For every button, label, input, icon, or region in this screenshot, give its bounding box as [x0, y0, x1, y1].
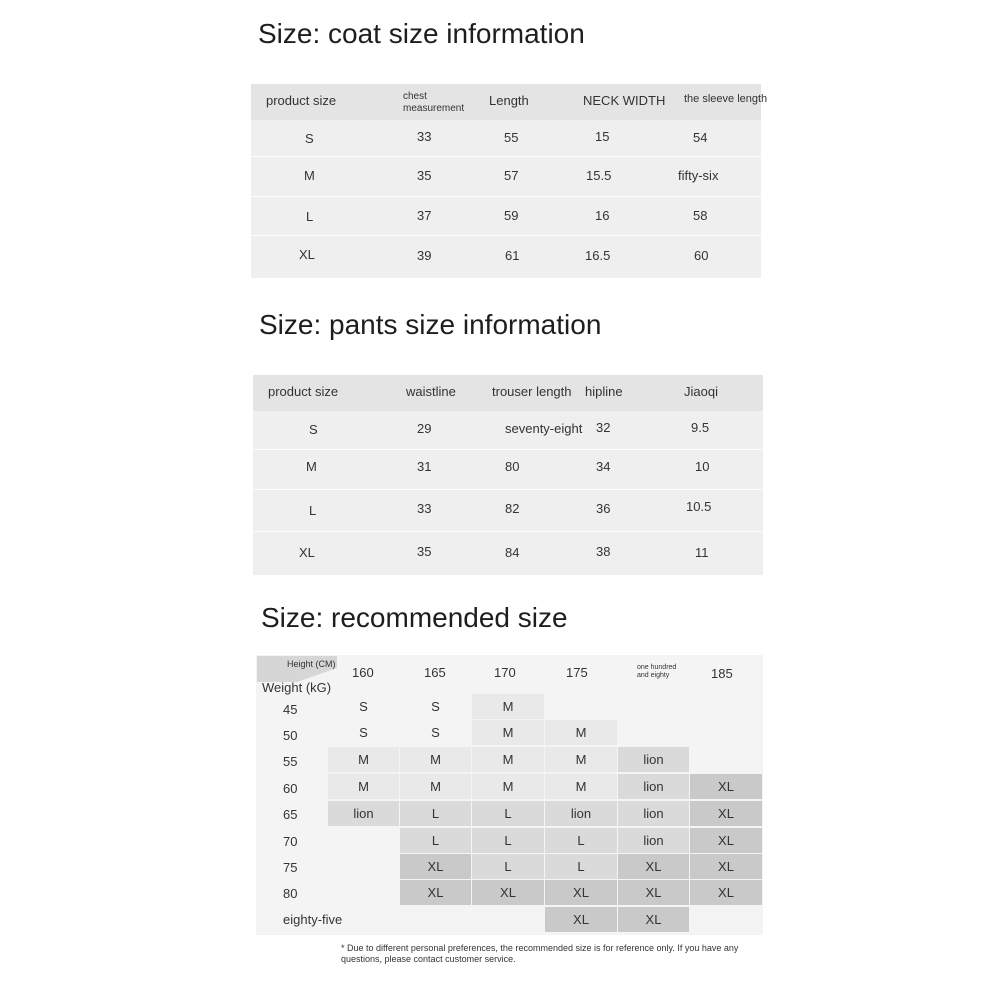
pants-cell: 84 — [505, 545, 520, 560]
pants-cell: S — [309, 422, 318, 437]
coat-cell: 37 — [417, 208, 432, 223]
coat-header-sleeve-length: the sleeve length — [684, 93, 768, 105]
corner-height-label: Height (CM) — [287, 659, 336, 669]
recommended-cell: XL — [400, 880, 471, 905]
weight-label: 50 — [283, 728, 298, 743]
recommended-section-title: Size: recommended size — [261, 602, 568, 633]
recommended-cell: L — [472, 801, 544, 826]
row-divider — [251, 156, 761, 157]
weight-label: 55 — [283, 754, 298, 769]
coat-cell: 57 — [504, 168, 519, 183]
coat-cell: 59 — [504, 208, 519, 223]
recommended-cell: M — [545, 747, 617, 772]
coat-cell: fifty-six — [678, 168, 719, 183]
weight-label: 60 — [283, 781, 298, 796]
recommended-cell: L — [545, 854, 617, 879]
row-divider — [253, 489, 763, 490]
height-header: one hundred and eighty — [637, 664, 677, 679]
pants-cell: 36 — [596, 501, 611, 516]
recommended-cell: S — [431, 699, 440, 714]
coat-header-product-size: product size — [266, 93, 337, 108]
coat-cell: 58 — [693, 208, 708, 223]
pants-header-trouser-length: trouser length — [492, 384, 572, 399]
pants-cell: 29 — [417, 421, 432, 436]
recommended-cell: S — [359, 699, 368, 714]
recommended-cell: XL — [400, 854, 471, 879]
recommended-cell: M — [472, 774, 544, 799]
coat-cell: 15.5 — [586, 168, 612, 183]
weight-label: eighty-five — [283, 912, 343, 927]
recommended-cell: XL — [545, 880, 617, 905]
corner-weight-label: Weight (kG) — [262, 680, 332, 695]
coat-cell: M — [304, 168, 315, 183]
height-header: 165 — [424, 665, 446, 680]
row-divider — [251, 235, 761, 236]
coat-header-chest: chest measurement — [403, 91, 465, 114]
coat-header-neck-width: NECK WIDTH — [583, 93, 666, 108]
pants-header-hipline: hipline — [585, 384, 623, 399]
recommended-cell: M — [472, 747, 544, 772]
recommended-cell: M — [400, 747, 471, 772]
recommended-cell: XL — [690, 880, 762, 905]
coat-cell: 54 — [693, 130, 708, 145]
recommended-cell: S — [359, 725, 368, 740]
recommended-cell: lion — [328, 801, 399, 826]
coat-section-title: Size: coat size information — [258, 18, 585, 49]
recommended-cell: M — [400, 774, 471, 799]
pants-cell: L — [309, 503, 317, 518]
recommended-cell: XL — [690, 774, 762, 799]
recommended-cell: L — [472, 854, 544, 879]
pants-cell: 34 — [596, 459, 611, 474]
pants-cell: 10.5 — [686, 499, 712, 514]
footnote-line-2: questions, please contact customer service. — [341, 954, 516, 964]
recommended-cell: M — [545, 720, 617, 745]
coat-cell: 16.5 — [585, 248, 611, 263]
coat-cell: 15 — [595, 129, 610, 144]
pants-header-product-size: product size — [268, 384, 339, 399]
recommended-cell: L — [545, 828, 617, 853]
recommended-cell: XL — [545, 907, 617, 932]
weight-label: 65 — [283, 807, 298, 822]
height-header: 185 — [711, 666, 733, 681]
row-divider — [251, 196, 761, 197]
coat-cell: 55 — [504, 130, 519, 145]
recommendation-footnote — [341, 943, 761, 965]
recommended-cell: lion — [618, 774, 689, 799]
recommended-cell: M — [472, 720, 544, 745]
height-header: 170 — [494, 665, 516, 680]
recommended-cell: XL — [618, 854, 689, 879]
recommended-cell: XL — [690, 801, 762, 826]
recommended-cell: M — [328, 747, 399, 772]
weight-label: 80 — [283, 886, 298, 901]
pants-cell: 82 — [505, 501, 520, 516]
recommended-cell: lion — [545, 801, 617, 826]
coat-size-table — [251, 84, 768, 278]
coat-cell: 39 — [417, 248, 432, 263]
weight-label: 70 — [283, 834, 298, 849]
recommended-cell: XL — [618, 907, 689, 932]
coat-cell: 60 — [694, 248, 709, 263]
coat-cell: XL — [299, 247, 315, 262]
pants-cell: 33 — [417, 501, 432, 516]
coat-cell: L — [306, 209, 314, 224]
coat-cell: 33 — [417, 129, 432, 144]
pants-section-title: Size: pants size information — [259, 309, 602, 340]
pants-header-waistline: waistline — [406, 384, 456, 399]
recommended-cell: lion — [618, 801, 689, 826]
coat-cell: 61 — [505, 248, 520, 263]
recommended-cell: M — [472, 694, 544, 719]
row-divider — [253, 531, 763, 532]
pants-cell: 10 — [695, 459, 710, 474]
pants-cell: 31 — [417, 459, 432, 474]
height-header: 160 — [352, 665, 374, 680]
pants-cell: 80 — [505, 459, 520, 474]
recommended-cell: XL — [690, 828, 762, 853]
recommended-cell: XL — [690, 854, 762, 879]
pants-cell: 38 — [596, 544, 611, 559]
pants-size-table — [253, 375, 763, 575]
coat-cell: 35 — [417, 168, 432, 183]
recommended-cell: L — [400, 828, 471, 853]
weight-label: 75 — [283, 860, 298, 875]
coat-cell: S — [305, 131, 314, 146]
row-divider — [253, 449, 763, 450]
recommended-cell: L — [400, 801, 471, 826]
pants-cell: 35 — [417, 544, 432, 559]
pants-cell: seventy-eight — [505, 421, 583, 436]
recommended-cell: L — [472, 828, 544, 853]
recommended-cell: lion — [618, 828, 689, 853]
recommended-cell: M — [328, 774, 399, 799]
pants-cell: 32 — [596, 420, 611, 435]
pants-cell: XL — [299, 545, 315, 560]
recommended-cell: M — [545, 774, 617, 799]
recommended-cell: XL — [618, 880, 689, 905]
coat-header-length: Length — [489, 93, 529, 108]
footnote-line-1: * Due to different personal preferences, the recommended size is for reference only. If you have any — [341, 943, 739, 953]
recommended-cell: S — [431, 725, 440, 740]
height-header: 175 — [566, 665, 588, 680]
pants-cell: 9.5 — [691, 420, 710, 435]
recommended-cell: XL — [472, 880, 544, 905]
pants-cell: 11 — [695, 545, 709, 560]
weight-label: 45 — [283, 702, 298, 717]
pants-cell: M — [306, 459, 317, 474]
coat-cell: 16 — [595, 208, 610, 223]
recommended-cell: lion — [618, 747, 689, 772]
pants-header-jiaoqi: Jiaoqi — [684, 384, 718, 399]
